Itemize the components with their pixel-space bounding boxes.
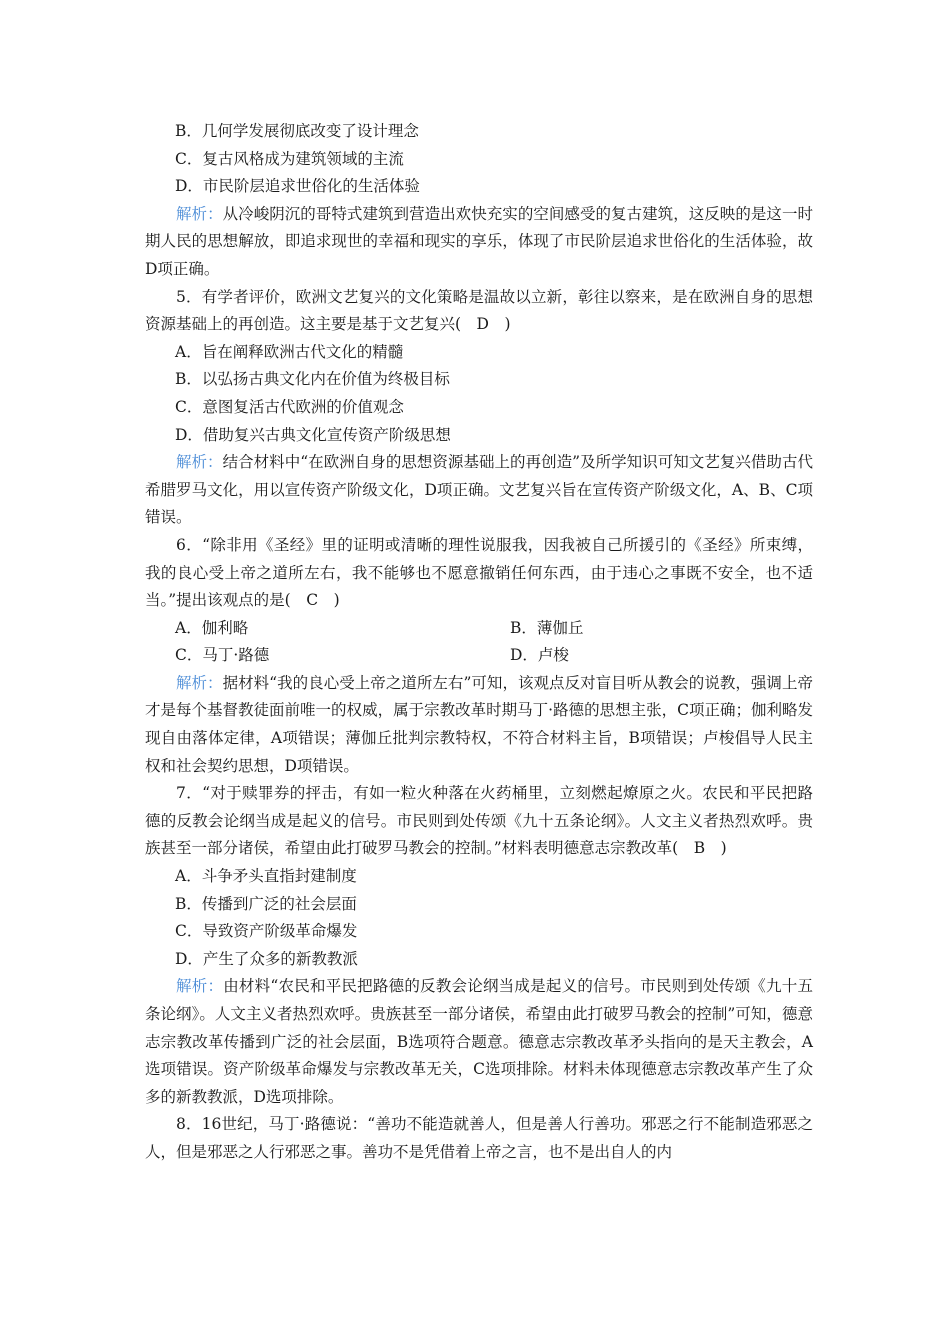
analysis-label: 解析： bbox=[176, 453, 223, 472]
q7-option-b: B．传播到广泛的社会层面 bbox=[175, 894, 357, 913]
q5-option-c: C．意图复活古代欧洲的价值观念 bbox=[175, 397, 404, 416]
analysis-label: 解析： bbox=[176, 977, 224, 996]
q7-stem: 7．“对于赎罪券的抨击，有如一粒火种落在火药桶里，立刻燃起燎原之火。农民和平民把路德的反教会论纲当成是起义的信号。市民则到处传颂《九十五条论纲》。人文主义者热烈欢呼。贵族甚至一部分诸侯，希望由此打破罗马教会的控制。”材料表明德意志宗教改革( B ) bbox=[145, 784, 813, 858]
q5-option-d: D．借助复兴古典文化宣传资产阶级思想 bbox=[175, 425, 451, 444]
q5-analysis bbox=[145, 449, 813, 532]
q5-analysis-text: 结合材料中“在欧洲自身的思想资源基础上的再创造”及所学知识可知文艺复兴借助古代希腊罗马文化，用以宣传资产阶级文化，D项正确。文艺复兴旨在宣传资产阶级文化，A、B、C项错误。 bbox=[145, 453, 813, 527]
q7-option-a: A．斗争矛头直指封建制度 bbox=[175, 867, 357, 886]
q5-stem: 5．有学者评价，欧洲文艺复兴的文化策略是温故以立新，彰往以察来，是在欧洲自身的思想资源基础上的再创造。这主要是基于文艺复兴( D ) bbox=[145, 287, 813, 334]
q6-option-c: C．马丁·路德 bbox=[175, 646, 270, 665]
q7-analysis bbox=[145, 973, 813, 1111]
analysis-label: 解析： bbox=[176, 204, 223, 223]
q4-analysis bbox=[145, 201, 813, 284]
document-page bbox=[145, 118, 813, 1167]
q5-option-a: A．旨在阐释欧洲古代文化的精髓 bbox=[175, 342, 404, 361]
q7-option-d: D．产生了众多的新教教派 bbox=[175, 949, 358, 968]
q6-options-row-2 bbox=[145, 642, 813, 670]
q7-analysis-text: 由材料“农民和平民把路德的反教会论纲当成是起义的信号。市民则到处传颂《九十五条论纲》。人文主义者热烈欢呼。贵族甚至一部分诸侯，希望由此打破罗马教会的控制”可知，德意志宗教改革传播到广泛的社会层面，B选项符合题意。德意志宗教改革矛头指向的是天主教会，A选项错误。资产阶级革命爆发与宗教改革无关，C选项排除。材料未体现德意志宗教改革产生了众多的新教教派，D选项排除。 bbox=[145, 977, 813, 1106]
q6-option-d: D．卢梭 bbox=[510, 646, 569, 665]
q6-stem: 6．“除非用《圣经》里的证明或清晰的理性说服我，因我被自己所援引的《圣经》所束缚，我的良心受上帝之道所左右，我不能够也不愿意撤销任何东西，由于违心之事既不安全，也不适当。”提出该观点的是( C ) bbox=[145, 535, 813, 610]
q8-stem: 8．16世纪，马丁·路德说：“善功不能造就善人，但是善人行善功。邪恶之行不能制造邪恶之人，但是邪恶之人行邪恶之事。善功不是凭借着上帝之言，也不是出自人的内 bbox=[145, 1115, 813, 1161]
q6-option-b: B．薄伽丘 bbox=[510, 618, 584, 637]
q4-option-d: D．市民阶层追求世俗化的生活体验 bbox=[175, 177, 420, 196]
analysis-label: 解析： bbox=[176, 673, 223, 692]
q6-analysis-text: 据材料“我的良心受上帝之道所左右”可知，该观点反对盲目听从教会的说教，强调上帝才是每个基督教徒面前唯一的权威，属于宗教改革时期马丁·路德的思想主张，C项正确；伽利略发现自由落体定律，A项错误；薄伽丘批判宗教特权，不符合材料主旨，B项错误；卢梭倡导人民主权和社会契约思想，D项错误。 bbox=[145, 673, 813, 775]
q5-option-b: B．以弘扬古典文化内在价值为终极目标 bbox=[175, 370, 450, 389]
q7-option-c: C．导致资产阶级革命爆发 bbox=[175, 922, 358, 941]
q4-option-b: B．几何学发展彻底改变了设计理念 bbox=[175, 122, 419, 140]
q4-option-c: C．复古风格成为建筑领域的主流 bbox=[175, 149, 404, 168]
q6-analysis bbox=[145, 670, 813, 780]
q6-options-row-1 bbox=[145, 615, 813, 643]
q4-analysis-text: 从冷峻阴沉的哥特式建筑到营造出欢快充实的空间感受的复古建筑，这反映的是这一时期人民的思想解放，即追求现世的幸福和现实的享乐，体现了市民阶层追求世俗化的生活体验，故D项正确。 bbox=[145, 204, 813, 278]
q6-option-a: A．伽利略 bbox=[175, 618, 249, 637]
